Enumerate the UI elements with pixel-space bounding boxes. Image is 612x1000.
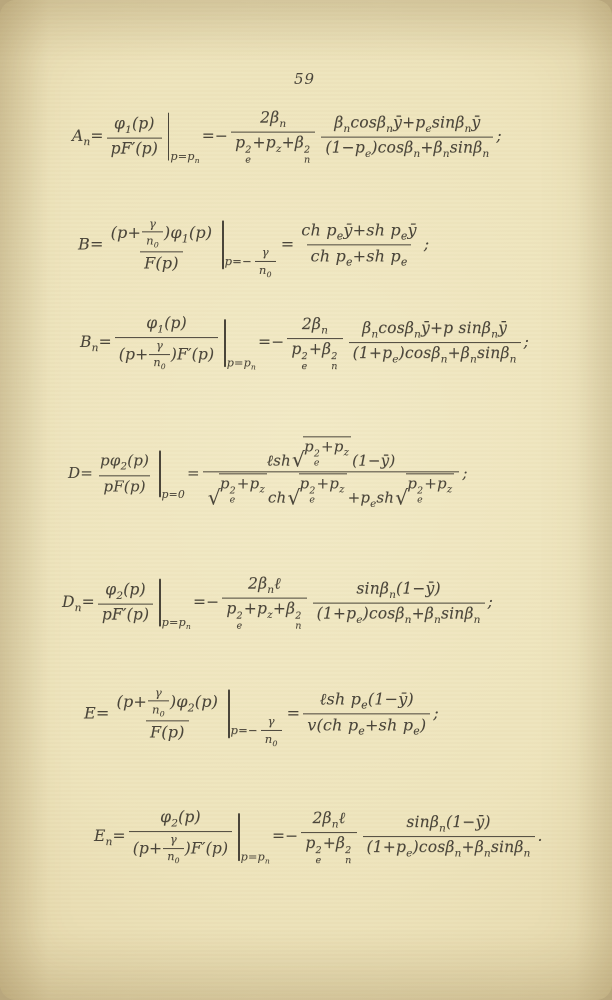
subscript: n	[386, 122, 394, 135]
sub-sup-stack: 2 e	[313, 447, 320, 469]
fraction: $\frac{\gamma}{n_0}$	[163, 833, 183, 865]
equation-b: B= (p+ $\frac{\gamma}{n_0}$ )$\varphi_1(p)$ F(p) p=− $\frac{\gamma}{n_0}$ = $\frac{ch p_eȳ+sh p_eȳ}{ch p_e+sh p_e}$ ;	[78, 216, 430, 279]
fraction: $\frac{\ell sh p_e(1-ȳ)}{v(ch p_e+sh p_e)}$	[303, 690, 430, 739]
fraction: $\varphi_2(p)$ (p+ $\frac{\gamma}{n_0}$ )F′(p)	[129, 808, 233, 866]
fraction: $2\beta_n\ell$ p 2 e $+p_z+\beta$ 2 n	[222, 575, 306, 632]
subscript: z	[259, 484, 265, 496]
subscript: e	[361, 698, 368, 712]
evaluation-bar: $p=p_n$	[224, 319, 256, 367]
subscript: n	[469, 353, 477, 366]
fraction: $\frac{\gamma}{n_0}$	[255, 245, 276, 279]
sub-sup-stack: 2 e	[417, 485, 424, 506]
fraction: $\frac{\gamma}{n_0}$	[149, 339, 169, 371]
subscript: 2	[120, 461, 128, 473]
fraction: $\varphi_1(p)$ (p+ $\frac{\gamma}{n_0}$ )F′(p)	[115, 314, 219, 372]
subscript: z	[339, 484, 345, 496]
subscript: e	[370, 498, 377, 510]
subscript: n	[264, 856, 270, 866]
subscript: e	[336, 229, 344, 243]
subscript: n	[413, 147, 421, 160]
subscript: n	[343, 122, 351, 135]
fraction: $2\beta_n\ell$ p 2 e +β 2 n	[301, 809, 356, 866]
fraction: ℓsh √ p 2 e $+p_z$ (1−ȳ) √ p 2 e $+p_z$ ch √ p 2 e $+p_z$ $+p_esh$ √ p 2 e $+p_z$	[203, 436, 460, 511]
subscript: n	[433, 613, 441, 626]
subscript: e	[364, 147, 372, 160]
subscript: 0	[153, 240, 159, 250]
sub-sup-stack: 2 e	[245, 144, 252, 166]
subscript: 0	[272, 738, 278, 748]
radical: √ p 2 e $+p_z$	[287, 474, 345, 509]
evaluation-bar: p=− $\frac{\gamma}{n_0}$	[222, 220, 278, 270]
subscript: n	[523, 847, 531, 860]
evaluation-bar: $p=p_n$	[168, 113, 200, 161]
fraction: (p+ $\frac{\gamma}{n_0}$ )$\varphi_1(p)$ F(p)	[110, 216, 213, 273]
subscript: n	[371, 328, 379, 341]
fraction: $\frac{\beta_n\cos\beta_nȳ+p_e\sin\beta_nȳ}{(1-p_e)\cos\beta_n+\beta_n\sin\beta_n}$	[321, 113, 493, 161]
subscript: 0	[160, 362, 166, 372]
subscript: n	[454, 847, 462, 860]
subscript: 1	[125, 123, 132, 136]
subscript: 0	[159, 709, 165, 719]
sub-sup-stack: 2 e	[229, 485, 236, 506]
radical-sign-icon: √	[395, 484, 409, 509]
subscript: 0	[266, 269, 272, 279]
subscript: n	[331, 817, 339, 830]
fraction: $\frac{p\varphi_2(p)}{pF(p)}$	[100, 451, 150, 496]
evaluation-bar: p=0	[159, 451, 185, 498]
sub-sup-stack: 2 n	[303, 144, 311, 166]
radical: √ p 2 e $+p_z$	[207, 474, 265, 509]
subscript: e	[358, 724, 365, 738]
page-number: 59	[294, 70, 316, 88]
evaluation-bar: $p=p_n$	[159, 579, 191, 627]
subscript: n	[440, 353, 448, 366]
equation-d-n: $D_n=$ $\frac{\varphi_2(p)}{pF'(p)}$ $p=p_n$ =− $2\beta_n\ell$ p 2 e $+p_z+\beta$ 2 n $\frac{\sin\beta_n(1-ȳ)}{(1+p_e)\cos\beta_n+\beta_n\sin\beta_n}$ ;	[62, 574, 494, 632]
subscript: e	[392, 353, 399, 366]
sub-sup-stack: 2 n	[295, 610, 302, 632]
subscript: n	[491, 328, 499, 341]
subscript: n	[91, 342, 99, 355]
evaluation-bar: p=− $\frac{\gamma}{n_0}$	[228, 689, 284, 739]
fraction: $\frac{\sin\beta_n(1-ȳ)}{(1+p_e)\cos\beta_n+\beta_n\sin\beta_n}$	[363, 813, 535, 861]
subscript: n	[389, 588, 397, 601]
subscript: 2	[171, 817, 179, 830]
subscript: e	[406, 847, 413, 860]
subscript: n	[509, 353, 517, 366]
subscript: n	[473, 613, 481, 626]
sub-sup-stack: 2 e	[315, 844, 322, 866]
subscript: n	[482, 147, 490, 160]
subscript: z	[275, 143, 282, 156]
subscript: n	[404, 613, 412, 626]
subscript: n	[83, 136, 91, 149]
subscript: n	[267, 583, 275, 596]
equation-b-n: $B_n=$ $\varphi_1(p)$ (p+ $\frac{\gamma}{n_0}$ )F′(p) $p=p_n$ =− $2\beta_n$ p 2 e +β 2 n $\frac{\beta_n\cos\beta_nȳ+p \sin\beta_nȳ}{(1+p_e)\cos\beta_n+\beta_n\sin\beta_n}$ ;	[80, 314, 530, 372]
fraction: $\frac{\gamma}{n_0}$	[261, 714, 282, 748]
sub-sup-stack: 2 e	[236, 610, 243, 632]
subscript: e	[400, 229, 408, 243]
equation-a-n: $A_n=$ $\frac{\varphi_1(p)}{pF'(p)}$ $p=p_n$ =− $2\beta_n$ p 2 e $+p_z+\beta$ 2 n $\frac{\beta_n\cos\beta_nȳ+p_e\sin\beta_nȳ}{(1-p_e)\cos\beta_n+\beta_n\sin\beta_n}$ ;	[72, 108, 502, 166]
evaluation-bar: $p=p_n$	[238, 813, 270, 861]
subscript: e	[400, 255, 408, 269]
subscript: z	[343, 447, 350, 459]
radical-sign-icon: √	[291, 447, 306, 472]
subscript: e	[425, 122, 432, 135]
subscript: n	[250, 362, 257, 372]
fraction: $\frac{ch p_eȳ+sh p_eȳ}{ch p_e+sh p_e}$	[301, 220, 417, 269]
subscript: n	[279, 117, 287, 130]
subscript: n	[464, 122, 472, 135]
subscript: n	[74, 602, 82, 615]
radical: √ p 2 e $+p_z$	[395, 474, 453, 509]
subscript: n	[185, 622, 191, 632]
subscript: n	[105, 836, 113, 849]
subscript: n	[194, 156, 200, 166]
sub-sup-stack: 2 e	[301, 350, 308, 372]
subscript: z	[446, 484, 453, 496]
fraction: $\frac{\beta_n\cos\beta_nȳ+p \sin\beta_nȳ}{(1+p_e)\cos\beta_n+\beta_n\sin\beta_n}$	[349, 319, 521, 367]
radical-sign-icon: √	[207, 484, 221, 509]
fraction: (p+ $\frac{\gamma}{n_0}$ )$\varphi_2(p)$ F(p)	[116, 685, 219, 742]
sub-sup-stack: 2 e	[309, 485, 316, 506]
subscript: n	[442, 147, 450, 160]
equation-d: D= $\frac{p\varphi_2(p)}{pF(p)}$ p=0 = ℓsh √ p 2 e $+p_z$ (1−ȳ) √ p 2 e $+p_z$ ch √ p 2 e $+p_z$ $+p_esh$ √ p 2 e $+p_z$ ;	[68, 437, 468, 510]
subscript: n	[483, 847, 491, 860]
subscript: z	[267, 609, 273, 622]
radical-sign-icon: √	[287, 484, 301, 509]
fraction: $\frac{\gamma}{n_0}$	[142, 216, 163, 250]
subscript: 2	[187, 701, 195, 715]
subscript: 2	[116, 589, 124, 602]
subscript: 1	[181, 232, 189, 246]
fraction: $\frac{\varphi_1(p)}{pF'(p)}$	[107, 115, 162, 160]
fraction: $\frac{\varphi_2(p)}{pF'(p)}$	[98, 581, 153, 626]
subscript: 1	[157, 323, 165, 336]
sub-sup-stack: 2 n	[331, 350, 338, 372]
subscript: e	[356, 613, 363, 626]
radical: √ p 2 e $+p_z$	[291, 437, 350, 472]
subscript: n	[321, 323, 329, 336]
subscript: e	[345, 255, 353, 269]
fraction: $\frac{\gamma}{n_0}$	[148, 685, 169, 719]
subscript: e	[413, 724, 420, 738]
equation-e: E= (p+ $\frac{\gamma}{n_0}$ )$\varphi_2(p)$ F(p) p=− $\frac{\gamma}{n_0}$ = $\frac{\ell sh p_e(1-ȳ)}{v(ch p_e+sh p_e)}$ ;	[84, 685, 439, 748]
fraction: $\frac{\sin\beta_n(1-ȳ)}{(1+p_e)\cos\beta_n+\beta_n\sin\beta_n}$	[313, 579, 485, 627]
fraction: $2\beta_n$ p 2 e $+p_z+\beta$ 2 n	[231, 109, 315, 166]
subscript: n	[414, 328, 422, 341]
equation-e-n: $E_n=$ $\varphi_2(p)$ (p+ $\frac{\gamma}{n_0}$ )F′(p) $p=p_n$ =− $2\beta_n\ell$ p 2 e +β 2 n $\frac{\sin\beta_n(1-ȳ)}{(1+p_e)\cos\beta_n+\beta_n\sin\beta_n}$ .	[94, 808, 543, 866]
subscript: n	[438, 822, 446, 835]
fraction: $2\beta_n$ p 2 e +β 2 n	[287, 315, 342, 372]
sub-sup-stack: 2 n	[345, 844, 352, 866]
subscript: 0	[174, 856, 180, 866]
